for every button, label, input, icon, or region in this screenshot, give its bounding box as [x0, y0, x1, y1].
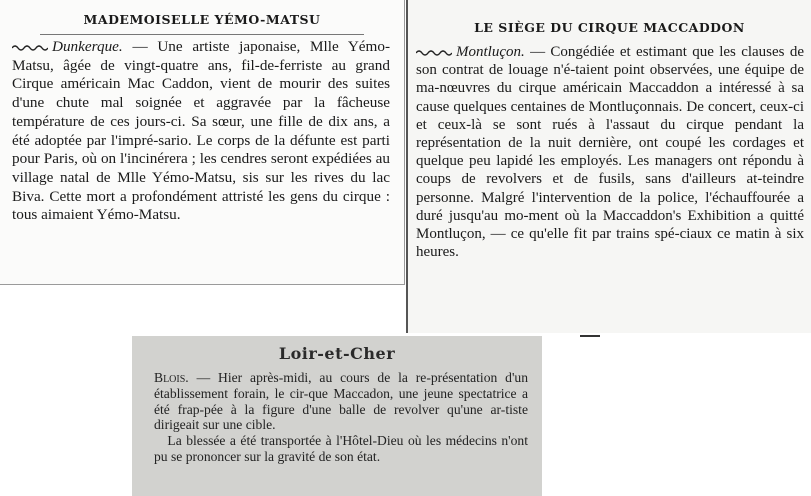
wave-rule-icon [416, 49, 452, 57]
article-body [12, 38, 390, 225]
wave-rule-icon [12, 44, 48, 52]
article-body [154, 370, 528, 465]
article-text: — Une artiste japonaise, Mlle Yémo-Matsu, âgée de vingt-quatre ans, fil-de-ferriste au grand Cirque américain Mac Caddon, vient de mourir des suites d'une chute mal soignée et aggravée par la fâcheuse température de ces jours-ci. Sa sœur, une fille de dix ans, a été adoptée par l'impré-sario. Le corps de la défunte est parti pour Paris, où on l'incinérera ; les cendres seront expédiées au village natal de Mlle Yémo-Matsu, sis sur les rives du lac Biva. Cette mort a profondément attristé les gens du cirque : tous aimaient Yémo-Matsu. [12, 38, 391, 224]
headline: Loir-et-Cher [278, 344, 396, 363]
dateline-place: Blois. [154, 370, 189, 385]
article-text-2: La blessée a été transportée à l'Hôtel-Dieu où les médecins n'ont pu se prononcer sur la gravité de son état. [154, 433, 528, 464]
article-body [416, 43, 804, 261]
clipping-yemo-matsu [0, 0, 405, 285]
clipping-siege-cirque [406, 0, 811, 333]
headline: LE SIÈGE DU CIRQUE MACCADDON [474, 20, 745, 35]
headline: MADEMOISELLE YÉMO-MATSU [40, 0, 364, 35]
dateline-place: Montluçon. [456, 44, 525, 60]
dateline-place: Dunkerque. [52, 38, 123, 55]
divider-mark [580, 333, 600, 339]
article-text: — Congédiée et estimant que les clauses de son contrat de louage n'é-taient point observées, une équipe de ma-nœuvres du cirque américain Maccaddon a intéressé à sa cause quelques centaines de Montluçonnais. De concert, ceux-ci et ceux-là se sont rués à l'assaut du cirque pendant la représentation de la nuit dernière, ont coupé les cordages et quelque peu lapidé les employés. Les managers ont répondu à coups de revolvers et de fusils, sans d'ailleurs at-teindre personne. Malgré l'intervention de la police, l'échauffourée a duré jusqu'au mo-ment où la Maccaddon's Exhibition a quitté Montluçon, — ce qu'elle fit par trains spé-ciaux ce matin à six heures. [416, 44, 805, 261]
article-text: — Hier après-midi, au cours de la re-présentation d'un établissement forain, le cir-que Maccadon, une jeune spectatrice a été frap-pée à la figure d'une balle de revolver qu'une ar-tiste dirigeait sur une cible. [154, 370, 529, 433]
clipping-loir-et-cher [132, 336, 542, 496]
